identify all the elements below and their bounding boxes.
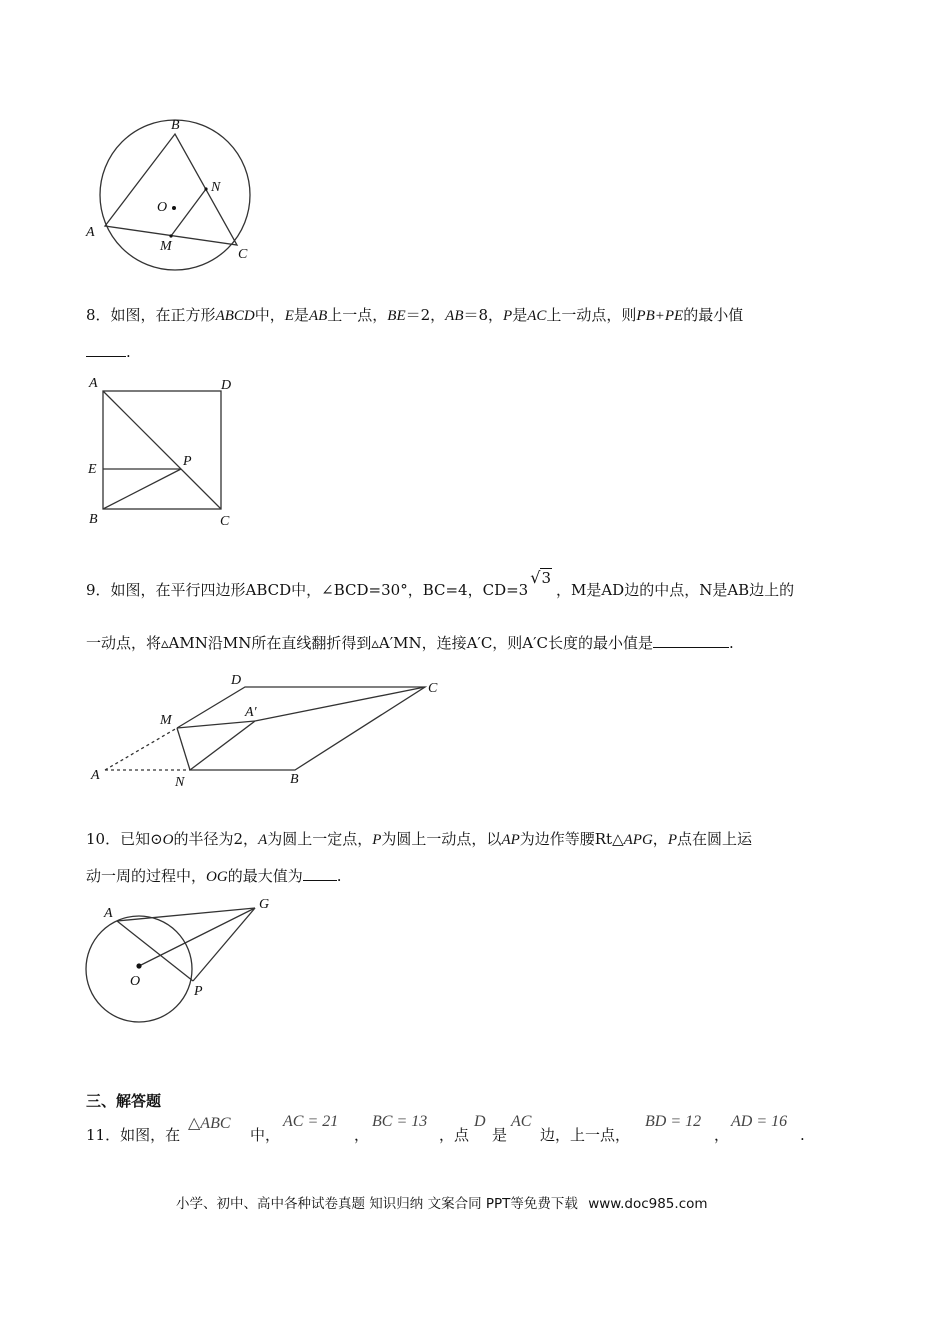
q8-text: 上一点， — [327, 306, 388, 324]
label-c: C — [428, 681, 438, 696]
q11-math-bd: BD = 12 — [645, 1113, 702, 1130]
q10-math: P — [372, 832, 382, 848]
q9-sqrt: √3 — [530, 568, 551, 587]
q10-text: 动一周的过程中， — [86, 867, 207, 885]
q11-text: ， — [354, 1126, 370, 1144]
q10-text: 点在圆上运 — [676, 830, 752, 848]
q11-math-ac: AC = 21 — [283, 1113, 339, 1130]
q10-math: APG — [623, 832, 653, 848]
q9-text: 一动点，将▵AMN沿MN所在直线翻折得到▵A′MN，连接A′C，则A′C长度的最小值是 — [86, 634, 654, 652]
q11-math-bc: BC = 13 — [372, 1113, 428, 1130]
q8-line1 — [86, 305, 743, 326]
q8-text: 上一动点，则 — [546, 306, 637, 324]
q11-line1 — [86, 1125, 180, 1145]
q10-text: 为圆上一动点，以 — [381, 830, 502, 848]
label-c: C — [238, 247, 248, 262]
label-b: B — [89, 512, 98, 527]
footer-text: 小学、初中、高中各种试卷真题 知识归纳 文案合同 PPT等免费下载 — [176, 1196, 578, 1212]
label-a: A — [86, 225, 95, 240]
label-p: P — [194, 984, 203, 999]
q9-answer-blank[interactable] — [653, 633, 729, 648]
label-o: O — [157, 200, 168, 215]
q9-line1 — [86, 568, 795, 600]
figure-q9-parallelogram — [85, 665, 450, 790]
label-d: D — [231, 673, 242, 688]
q8-math: PB+PE — [636, 308, 684, 324]
q11-text: 边，上一点， — [540, 1126, 631, 1144]
dashed-am — [105, 728, 177, 770]
q8-text: 是 — [512, 306, 528, 324]
q8-math: ABCD — [215, 308, 255, 324]
q8-text: 中， — [254, 306, 285, 324]
q11-number: 11． — [86, 1126, 121, 1144]
figure-q7-circle-triangle — [80, 110, 270, 280]
segment-bp — [103, 469, 181, 509]
label-a-prime: A′ — [245, 705, 257, 720]
q11-math-triangle: △ABC — [188, 1115, 231, 1132]
segment-ma2 — [177, 721, 255, 728]
q8-line2 — [86, 342, 131, 362]
q8-math: AC — [527, 308, 547, 324]
segment-pg — [193, 908, 255, 981]
q11-text: 如图，在 — [120, 1126, 181, 1144]
q11-math-ac-side: AC — [511, 1113, 532, 1130]
label-a: A — [89, 376, 98, 391]
q10-text: ， — [652, 830, 668, 848]
q10-number: 10． — [86, 830, 121, 848]
diagonal-ac — [103, 391, 221, 509]
q10-math: P — [667, 832, 677, 848]
footer — [176, 1192, 708, 1212]
q8-math: AB — [445, 308, 464, 324]
q9-number: 9． — [86, 581, 111, 599]
section-title: 三、解答题 — [86, 1092, 162, 1110]
q8-text: ＝2， — [405, 306, 446, 324]
label-o: O — [130, 974, 141, 989]
q8-period: . — [126, 343, 131, 361]
q11-text: ， — [714, 1126, 730, 1144]
q10-math: AP — [501, 832, 520, 848]
q10-text: 的最大值为 — [227, 867, 303, 885]
q10-text: 为边作等腰Rt△ — [519, 830, 624, 848]
segment-mn — [177, 728, 190, 770]
point-n — [204, 187, 207, 190]
q9-sqrt-value: 3 — [541, 569, 551, 587]
label-m: M — [160, 713, 172, 728]
q10-text: 已知⊙ — [120, 830, 163, 848]
q10-math: A — [258, 832, 268, 848]
q11-text: 是 — [492, 1126, 508, 1144]
q11-text: . — [800, 1126, 805, 1144]
segment-mn — [171, 189, 206, 236]
center-dot — [136, 963, 141, 968]
label-g: G — [259, 897, 270, 912]
label-b: B — [171, 118, 180, 133]
q8-math: AB — [308, 308, 328, 324]
label-a: A — [104, 906, 113, 921]
q11-text: ，点 — [439, 1126, 470, 1144]
label-b: B — [290, 772, 299, 787]
q9-text: ，M是AD边的中点，N是AB边上的 — [555, 581, 795, 599]
circle-o — [86, 916, 192, 1022]
label-n: N — [211, 180, 221, 195]
q8-text: ＝8， — [463, 306, 504, 324]
circle-o — [100, 120, 250, 270]
label-e: E — [88, 462, 97, 477]
q11-math-d: D — [474, 1113, 486, 1130]
q9-line2 — [86, 633, 734, 653]
q8-text: 的最小值 — [683, 306, 744, 324]
q10-line1 — [86, 829, 752, 850]
q10-math: OG — [206, 869, 228, 885]
q10-answer-blank[interactable] — [303, 866, 337, 881]
q8-number: 8． — [86, 306, 111, 324]
label-a: A — [91, 768, 100, 783]
q8-math: BE — [387, 308, 406, 324]
segment-na2 — [190, 721, 255, 770]
center-dot — [172, 206, 176, 210]
q8-text: 是 — [293, 306, 309, 324]
q10-math: O — [162, 832, 174, 848]
q8-answer-blank[interactable] — [86, 342, 126, 357]
q8-text: 如图，在正方形 — [110, 306, 216, 324]
q10-text: 的半径为2， — [173, 830, 259, 848]
label-p: P — [183, 454, 192, 469]
q11-text: 中， — [250, 1126, 281, 1144]
q8-math: P — [503, 308, 513, 324]
q10-text: 为圆上一定点， — [267, 830, 373, 848]
point-m — [169, 234, 172, 237]
label-n: N — [175, 775, 185, 790]
q10-period: . — [336, 867, 342, 885]
label-m: M — [160, 239, 172, 254]
label-c: C — [220, 514, 230, 529]
figure-q10-circle — [80, 893, 280, 1033]
segment-ap — [117, 921, 193, 981]
q9-period: . — [729, 634, 734, 652]
parallelogram-sides — [177, 687, 425, 770]
q8-math: E — [284, 308, 294, 324]
label-d: D — [221, 378, 232, 393]
q10-line2 — [86, 866, 341, 887]
figure-q8-square — [80, 370, 250, 535]
q11-math-ad: AD = 16 — [731, 1113, 788, 1130]
footer-link[interactable]: www.doc985.com — [588, 1196, 708, 1212]
q9-text: 如图，在平行四边形ABCD中，∠BCD=30°，BC=4，CD=3 — [110, 581, 529, 599]
